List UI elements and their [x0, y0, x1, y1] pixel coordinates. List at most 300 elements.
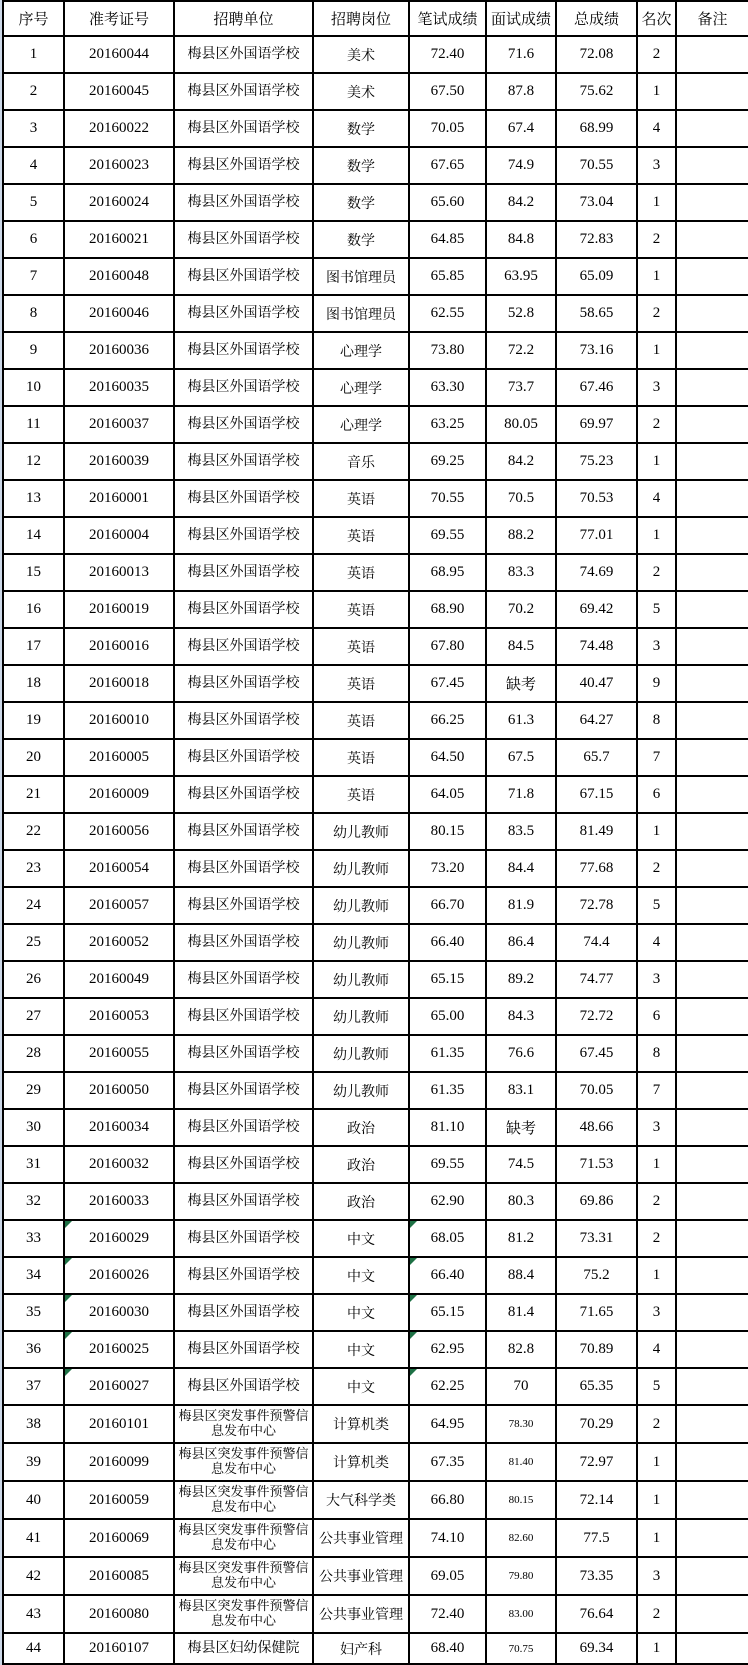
cell-position — [313, 1109, 409, 1146]
cell-written-score — [409, 332, 486, 369]
cell-exam-id-value: 20160039 — [89, 453, 149, 469]
cell-total-score-value: 77.5 — [583, 1529, 610, 1546]
cell-interview-score — [486, 1257, 556, 1294]
table-row — [3, 110, 748, 147]
cell-written-score — [409, 850, 486, 887]
cell-position-value: 心理学 — [340, 344, 382, 360]
cell-no-value: 13 — [26, 490, 41, 506]
cell-interview-score — [486, 1072, 556, 1109]
cell-unit-value: 梅县区突发事件预警信息发布中心 — [178, 1408, 309, 1438]
cell-interview-score — [486, 147, 556, 184]
cell-remark — [676, 1035, 748, 1072]
cell-written-score-value: 64.50 — [430, 749, 465, 765]
cell-interview-score — [486, 1481, 556, 1519]
table-row — [3, 628, 748, 665]
cell-no-value: 20 — [26, 749, 41, 765]
cell-no-value: 26 — [26, 971, 41, 987]
cell-remark — [676, 924, 748, 961]
cell-no — [3, 1595, 64, 1633]
cell-unit-value: 梅县区外国语学校 — [187, 342, 300, 358]
table-row — [3, 961, 748, 998]
cell-total-score-value: 76.64 — [579, 1605, 614, 1622]
cell-total-score-value: 72.97 — [579, 1453, 614, 1470]
cell-no-value: 1 — [29, 46, 38, 62]
cell-no-value: 24 — [26, 897, 41, 913]
table-row — [3, 1633, 748, 1664]
table-row — [3, 1368, 748, 1405]
cell-exam-id-value: 20160033 — [89, 1193, 149, 1209]
cell-total-score — [556, 73, 637, 110]
cell-exam-id — [64, 813, 174, 850]
cell-no-value: 29 — [26, 1082, 41, 1098]
cell-interview-score — [486, 1633, 556, 1664]
cell-total-score-value: 75.62 — [579, 83, 614, 99]
results-table — [2, 0, 748, 1665]
cell-rank-value: 8 — [652, 1045, 661, 1061]
cell-unit-value: 梅县区突发事件预警信息发布中心 — [178, 1484, 309, 1514]
cell-rank-value: 2 — [652, 564, 661, 580]
cell-written-score — [409, 110, 486, 147]
cell-remark — [676, 443, 748, 480]
cell-interview-score — [486, 1519, 556, 1557]
cell-written-score-value: 68.40 — [430, 1640, 465, 1656]
cell-position — [313, 1519, 409, 1557]
header-cell-position: 招聘岗位 — [313, 1, 409, 36]
cell-position-value: 幼儿教师 — [333, 1010, 389, 1026]
cell-interview-score-value: 61.3 — [507, 712, 535, 728]
cell-position-value: 中文 — [347, 1269, 375, 1285]
cell-interview-score — [486, 665, 556, 702]
cell-written-score — [409, 702, 486, 739]
cell-position — [313, 813, 409, 850]
cell-written-score — [409, 1557, 486, 1595]
header-cell-interview: 面试成绩 — [486, 1, 556, 36]
cell-remark — [676, 887, 748, 924]
cell-interview-score-value: 80.15 — [508, 1494, 534, 1506]
cell-exam-id — [64, 480, 174, 517]
cell-no-value: 18 — [26, 675, 41, 691]
table-row — [3, 1035, 748, 1072]
cell-exam-id — [64, 110, 174, 147]
cell-rank — [637, 73, 676, 110]
cell-total-score-value: 73.04 — [579, 194, 614, 210]
cell-rank — [637, 1368, 676, 1405]
table-row — [3, 1405, 748, 1443]
cell-position — [313, 1072, 409, 1109]
cell-remark — [676, 73, 748, 110]
table-body — [3, 36, 748, 1664]
cell-rank-value: 3 — [652, 638, 661, 654]
cell-interview-score-value: 70.5 — [507, 490, 535, 506]
cell-total-score — [556, 369, 637, 406]
cell-written-score — [409, 1481, 486, 1519]
cell-unit-value: 梅县区外国语学校 — [187, 46, 300, 62]
cell-rank — [637, 887, 676, 924]
cell-exam-id — [64, 591, 174, 628]
cell-exam-id — [64, 554, 174, 591]
cell-unit-value: 梅县区突发事件预警信息发布中心 — [178, 1560, 309, 1590]
error-triangle-icon — [410, 1332, 417, 1339]
cell-interview-score-value: 80.05 — [504, 416, 538, 432]
cell-exam-id-value: 20160045 — [89, 83, 149, 99]
cell-written-score-value: 68.95 — [430, 564, 465, 580]
cell-interview-score-value: 74.9 — [507, 157, 535, 173]
cell-position — [313, 110, 409, 147]
cell-exam-id — [64, 1331, 174, 1368]
cell-interview-score-value: 88.2 — [507, 527, 535, 543]
table-row — [3, 776, 748, 813]
cell-position — [313, 517, 409, 554]
cell-interview-score — [486, 1595, 556, 1633]
header-cell-rank: 名次 — [637, 1, 676, 36]
header-cell-unit: 招聘单位 — [174, 1, 313, 36]
cell-no — [3, 1294, 64, 1331]
cell-written-score-value: 69.55 — [430, 527, 465, 543]
cell-interview-score — [486, 776, 556, 813]
cell-remark — [676, 258, 748, 295]
cell-no — [3, 1481, 64, 1519]
cell-no-value: 42 — [26, 1567, 41, 1584]
cell-rank-value: 2 — [652, 416, 661, 432]
cell-no — [3, 998, 64, 1035]
cell-exam-id — [64, 369, 174, 406]
cell-rank-value: 1 — [652, 194, 661, 210]
cell-total-score-value: 72.72 — [579, 1008, 614, 1024]
cell-position — [313, 295, 409, 332]
cell-exam-id — [64, 1519, 174, 1557]
cell-remark — [676, 1519, 748, 1557]
table-row — [3, 36, 748, 73]
cell-unit-value: 梅县区外国语学校 — [187, 157, 300, 173]
cell-total-score-value: 69.97 — [579, 416, 614, 432]
cell-written-score — [409, 1035, 486, 1072]
cell-rank — [637, 517, 676, 554]
cell-no — [3, 369, 64, 406]
cell-rank-value: 3 — [652, 1567, 661, 1584]
cell-unit-value: 梅县区外国语学校 — [187, 453, 300, 469]
cell-written-score-value: 66.25 — [430, 712, 465, 728]
cell-written-score-value: 67.80 — [430, 638, 465, 654]
cell-interview-score-value: 81.2 — [507, 1230, 535, 1246]
cell-rank-value: 1 — [652, 342, 661, 358]
cell-position — [313, 628, 409, 665]
cell-rank-value: 1 — [652, 268, 661, 284]
cell-exam-id-value: 20160107 — [89, 1640, 149, 1656]
cell-remark — [676, 36, 748, 73]
cell-written-score-value: 66.40 — [430, 934, 465, 950]
cell-interview-score-value: 71.6 — [507, 46, 535, 62]
cell-position-value: 公共事业管理 — [319, 1608, 403, 1623]
cell-remark — [676, 1595, 748, 1633]
cell-rank-value: 4 — [652, 490, 661, 506]
cell-exam-id — [64, 1183, 174, 1220]
cell-total-score-value: 69.42 — [579, 601, 614, 617]
cell-total-score — [556, 1595, 637, 1633]
cell-written-score-value: 80.15 — [430, 823, 465, 839]
cell-rank-value: 3 — [652, 1304, 661, 1320]
cell-exam-id — [64, 887, 174, 924]
cell-position — [313, 258, 409, 295]
cell-written-score-value: 65.15 — [430, 971, 465, 987]
cell-rank-value: 1 — [652, 453, 661, 469]
cell-written-score — [409, 443, 486, 480]
cell-no-value: 12 — [26, 453, 41, 469]
cell-rank-value: 2 — [652, 1415, 661, 1432]
cell-exam-id-value: 20160037 — [89, 416, 149, 432]
cell-unit — [174, 961, 313, 998]
cell-total-score-value: 40.47 — [579, 675, 614, 691]
cell-total-score-value: 64.27 — [579, 712, 614, 728]
cell-interview-score — [486, 1183, 556, 1220]
cell-no — [3, 1331, 64, 1368]
cell-position-value: 数学 — [347, 233, 375, 249]
cell-exam-id — [64, 1633, 174, 1664]
cell-remark — [676, 406, 748, 443]
cell-total-score — [556, 554, 637, 591]
cell-total-score — [556, 1035, 637, 1072]
cell-interview-score-value: 89.2 — [507, 971, 535, 987]
cell-rank — [637, 776, 676, 813]
cell-exam-id-value: 20160023 — [89, 157, 149, 173]
cell-no-value: 6 — [29, 231, 38, 247]
cell-total-score-value: 75.23 — [579, 453, 614, 469]
cell-position — [313, 1633, 409, 1664]
cell-written-score — [409, 258, 486, 295]
cell-written-score — [409, 776, 486, 813]
table-row — [3, 1257, 748, 1294]
cell-exam-id — [64, 924, 174, 961]
cell-total-score — [556, 1557, 637, 1595]
cell-exam-id — [64, 1220, 174, 1257]
cell-interview-score — [486, 295, 556, 332]
table-row — [3, 1443, 748, 1481]
cell-no — [3, 73, 64, 110]
cell-interview-score-value: 67.5 — [507, 749, 535, 765]
cell-no — [3, 1519, 64, 1557]
cell-total-score — [556, 1220, 637, 1257]
cell-written-score — [409, 36, 486, 73]
cell-interview-score-value: 缺考 — [505, 1121, 536, 1137]
cell-rank — [637, 628, 676, 665]
cell-position-value: 幼儿教师 — [333, 1084, 389, 1100]
cell-remark — [676, 369, 748, 406]
cell-exam-id-value: 20160021 — [89, 231, 149, 247]
cell-interview-score-value: 88.4 — [507, 1267, 535, 1283]
cell-remark — [676, 702, 748, 739]
cell-exam-id-value: 20160035 — [89, 379, 149, 395]
cell-remark — [676, 591, 748, 628]
cell-total-score-value: 73.35 — [579, 1567, 614, 1584]
cell-exam-id — [64, 998, 174, 1035]
cell-total-score — [556, 517, 637, 554]
cell-unit-value: 梅县区外国语学校 — [187, 786, 300, 802]
cell-remark — [676, 628, 748, 665]
cell-no-value: 23 — [26, 860, 41, 876]
cell-total-score — [556, 295, 637, 332]
cell-interview-score — [486, 961, 556, 998]
cell-unit-value: 梅县区外国语学校 — [187, 490, 300, 506]
cell-total-score-value: 69.86 — [579, 1193, 614, 1209]
cell-unit-value: 梅县区外国语学校 — [187, 379, 300, 395]
cell-rank-value: 2 — [652, 860, 661, 876]
cell-written-score — [409, 591, 486, 628]
cell-interview-score — [486, 591, 556, 628]
cell-position-value: 计算机类 — [333, 1418, 389, 1433]
cell-rank-value: 1 — [652, 1491, 661, 1508]
table-row — [3, 184, 748, 221]
cell-unit-value: 梅县区外国语学校 — [187, 120, 300, 136]
cell-unit — [174, 887, 313, 924]
cell-exam-id-value: 20160069 — [89, 1529, 149, 1546]
cell-written-score-value: 68.90 — [430, 601, 465, 617]
cell-position-value: 公共事业管理 — [319, 1532, 403, 1547]
cell-rank — [637, 332, 676, 369]
cell-written-score — [409, 1519, 486, 1557]
cell-no — [3, 295, 64, 332]
cell-position-value: 英语 — [347, 640, 375, 656]
cell-unit — [174, 1368, 313, 1405]
table-row — [3, 739, 748, 776]
cell-no — [3, 406, 64, 443]
cell-no — [3, 517, 64, 554]
cell-position-value: 英语 — [347, 529, 375, 545]
cell-exam-id-value: 20160055 — [89, 1045, 149, 1061]
cell-total-score — [556, 1072, 637, 1109]
cell-written-score — [409, 1331, 486, 1368]
cell-no — [3, 554, 64, 591]
cell-remark — [676, 221, 748, 258]
cell-total-score-value: 65.09 — [579, 268, 614, 284]
cell-position — [313, 1331, 409, 1368]
cell-unit — [174, 1257, 313, 1294]
cell-no — [3, 1368, 64, 1405]
cell-interview-score-value: 79.80 — [508, 1570, 534, 1582]
cell-no — [3, 813, 64, 850]
cell-interview-score — [486, 554, 556, 591]
cell-interview-score-value: 72.2 — [507, 342, 535, 358]
cell-rank-value: 7 — [652, 749, 661, 765]
table-row — [3, 1595, 748, 1633]
cell-exam-id-value: 20160056 — [89, 823, 149, 839]
cell-unit-value: 梅县区外国语学校 — [187, 1156, 300, 1172]
error-triangle-icon — [410, 1258, 417, 1265]
cell-remark — [676, 1633, 748, 1664]
table-row — [3, 1109, 748, 1146]
table-row — [3, 443, 748, 480]
cell-position — [313, 850, 409, 887]
cell-unit — [174, 1443, 313, 1481]
cell-rank — [637, 258, 676, 295]
cell-remark — [676, 1183, 748, 1220]
cell-total-score — [556, 998, 637, 1035]
cell-exam-id — [64, 1368, 174, 1405]
cell-position — [313, 1183, 409, 1220]
cell-exam-id-value: 20160027 — [89, 1378, 149, 1394]
cell-unit — [174, 702, 313, 739]
cell-unit — [174, 517, 313, 554]
cell-remark — [676, 554, 748, 591]
cell-unit-value: 梅县区外国语学校 — [187, 416, 300, 432]
cell-exam-id — [64, 1443, 174, 1481]
cell-unit-value: 梅县区外国语学校 — [187, 305, 300, 321]
cell-interview-score — [486, 1443, 556, 1481]
cell-position — [313, 36, 409, 73]
cell-no-value: 2 — [29, 83, 38, 99]
cell-total-score-value: 77.68 — [579, 860, 614, 876]
cell-no — [3, 591, 64, 628]
cell-unit-value: 梅县区突发事件预警信息发布中心 — [178, 1446, 309, 1476]
cell-written-score — [409, 813, 486, 850]
cell-position-value: 公共事业管理 — [319, 1570, 403, 1585]
cell-written-score-value: 65.60 — [430, 194, 465, 210]
cell-position-value: 政治 — [347, 1158, 375, 1174]
cell-total-score-value: 72.08 — [579, 46, 614, 62]
cell-written-score-value: 72.40 — [430, 46, 465, 62]
cell-remark — [676, 813, 748, 850]
cell-no — [3, 332, 64, 369]
cell-unit — [174, 1109, 313, 1146]
cell-interview-score-value: 83.5 — [507, 823, 535, 839]
cell-position — [313, 739, 409, 776]
cell-total-score — [556, 1633, 637, 1664]
cell-unit — [174, 924, 313, 961]
cell-rank-value: 2 — [652, 231, 661, 247]
cell-no-value: 41 — [26, 1529, 41, 1546]
cell-no-value: 7 — [29, 268, 38, 284]
cell-unit — [174, 1519, 313, 1557]
cell-rank-value: 2 — [652, 46, 661, 62]
cell-no — [3, 1443, 64, 1481]
cell-no — [3, 776, 64, 813]
cell-no — [3, 1109, 64, 1146]
table-row — [3, 1294, 748, 1331]
cell-no — [3, 147, 64, 184]
cell-unit-value: 梅县区外国语学校 — [187, 601, 300, 617]
cell-position — [313, 702, 409, 739]
cell-remark — [676, 739, 748, 776]
cell-interview-score — [486, 184, 556, 221]
cell-rank-value: 6 — [652, 786, 661, 802]
cell-no-value: 30 — [26, 1119, 41, 1135]
cell-unit-value: 梅县区外国语学校 — [187, 268, 300, 284]
cell-position — [313, 1595, 409, 1633]
cell-total-score — [556, 1257, 637, 1294]
cell-position — [313, 332, 409, 369]
cell-written-score-value: 68.05 — [430, 1230, 465, 1246]
cell-unit-value: 梅县区突发事件预警信息发布中心 — [178, 1522, 309, 1552]
cell-unit-value: 梅县区外国语学校 — [187, 749, 300, 765]
cell-exam-id-value: 20160049 — [89, 971, 149, 987]
cell-interview-score-value: 80.3 — [507, 1193, 535, 1209]
cell-written-score-value: 63.25 — [430, 416, 465, 432]
cell-remark — [676, 850, 748, 887]
cell-interview-score — [486, 1146, 556, 1183]
cell-exam-id — [64, 1481, 174, 1519]
cell-no-value: 10 — [26, 379, 41, 395]
cell-total-score-value: 67.45 — [579, 1045, 614, 1061]
cell-unit — [174, 221, 313, 258]
cell-unit — [174, 739, 313, 776]
cell-exam-id — [64, 1595, 174, 1633]
cell-unit-value: 梅县区外国语学校 — [187, 1378, 300, 1394]
cell-position — [313, 480, 409, 517]
cell-remark — [676, 1072, 748, 1109]
header-cell-exam_id: 准考证号 — [64, 1, 174, 36]
cell-unit-value: 梅县区外国语学校 — [187, 83, 300, 99]
cell-unit-value: 梅县区外国语学校 — [187, 971, 300, 987]
cell-total-score — [556, 1481, 637, 1519]
cell-rank — [637, 998, 676, 1035]
